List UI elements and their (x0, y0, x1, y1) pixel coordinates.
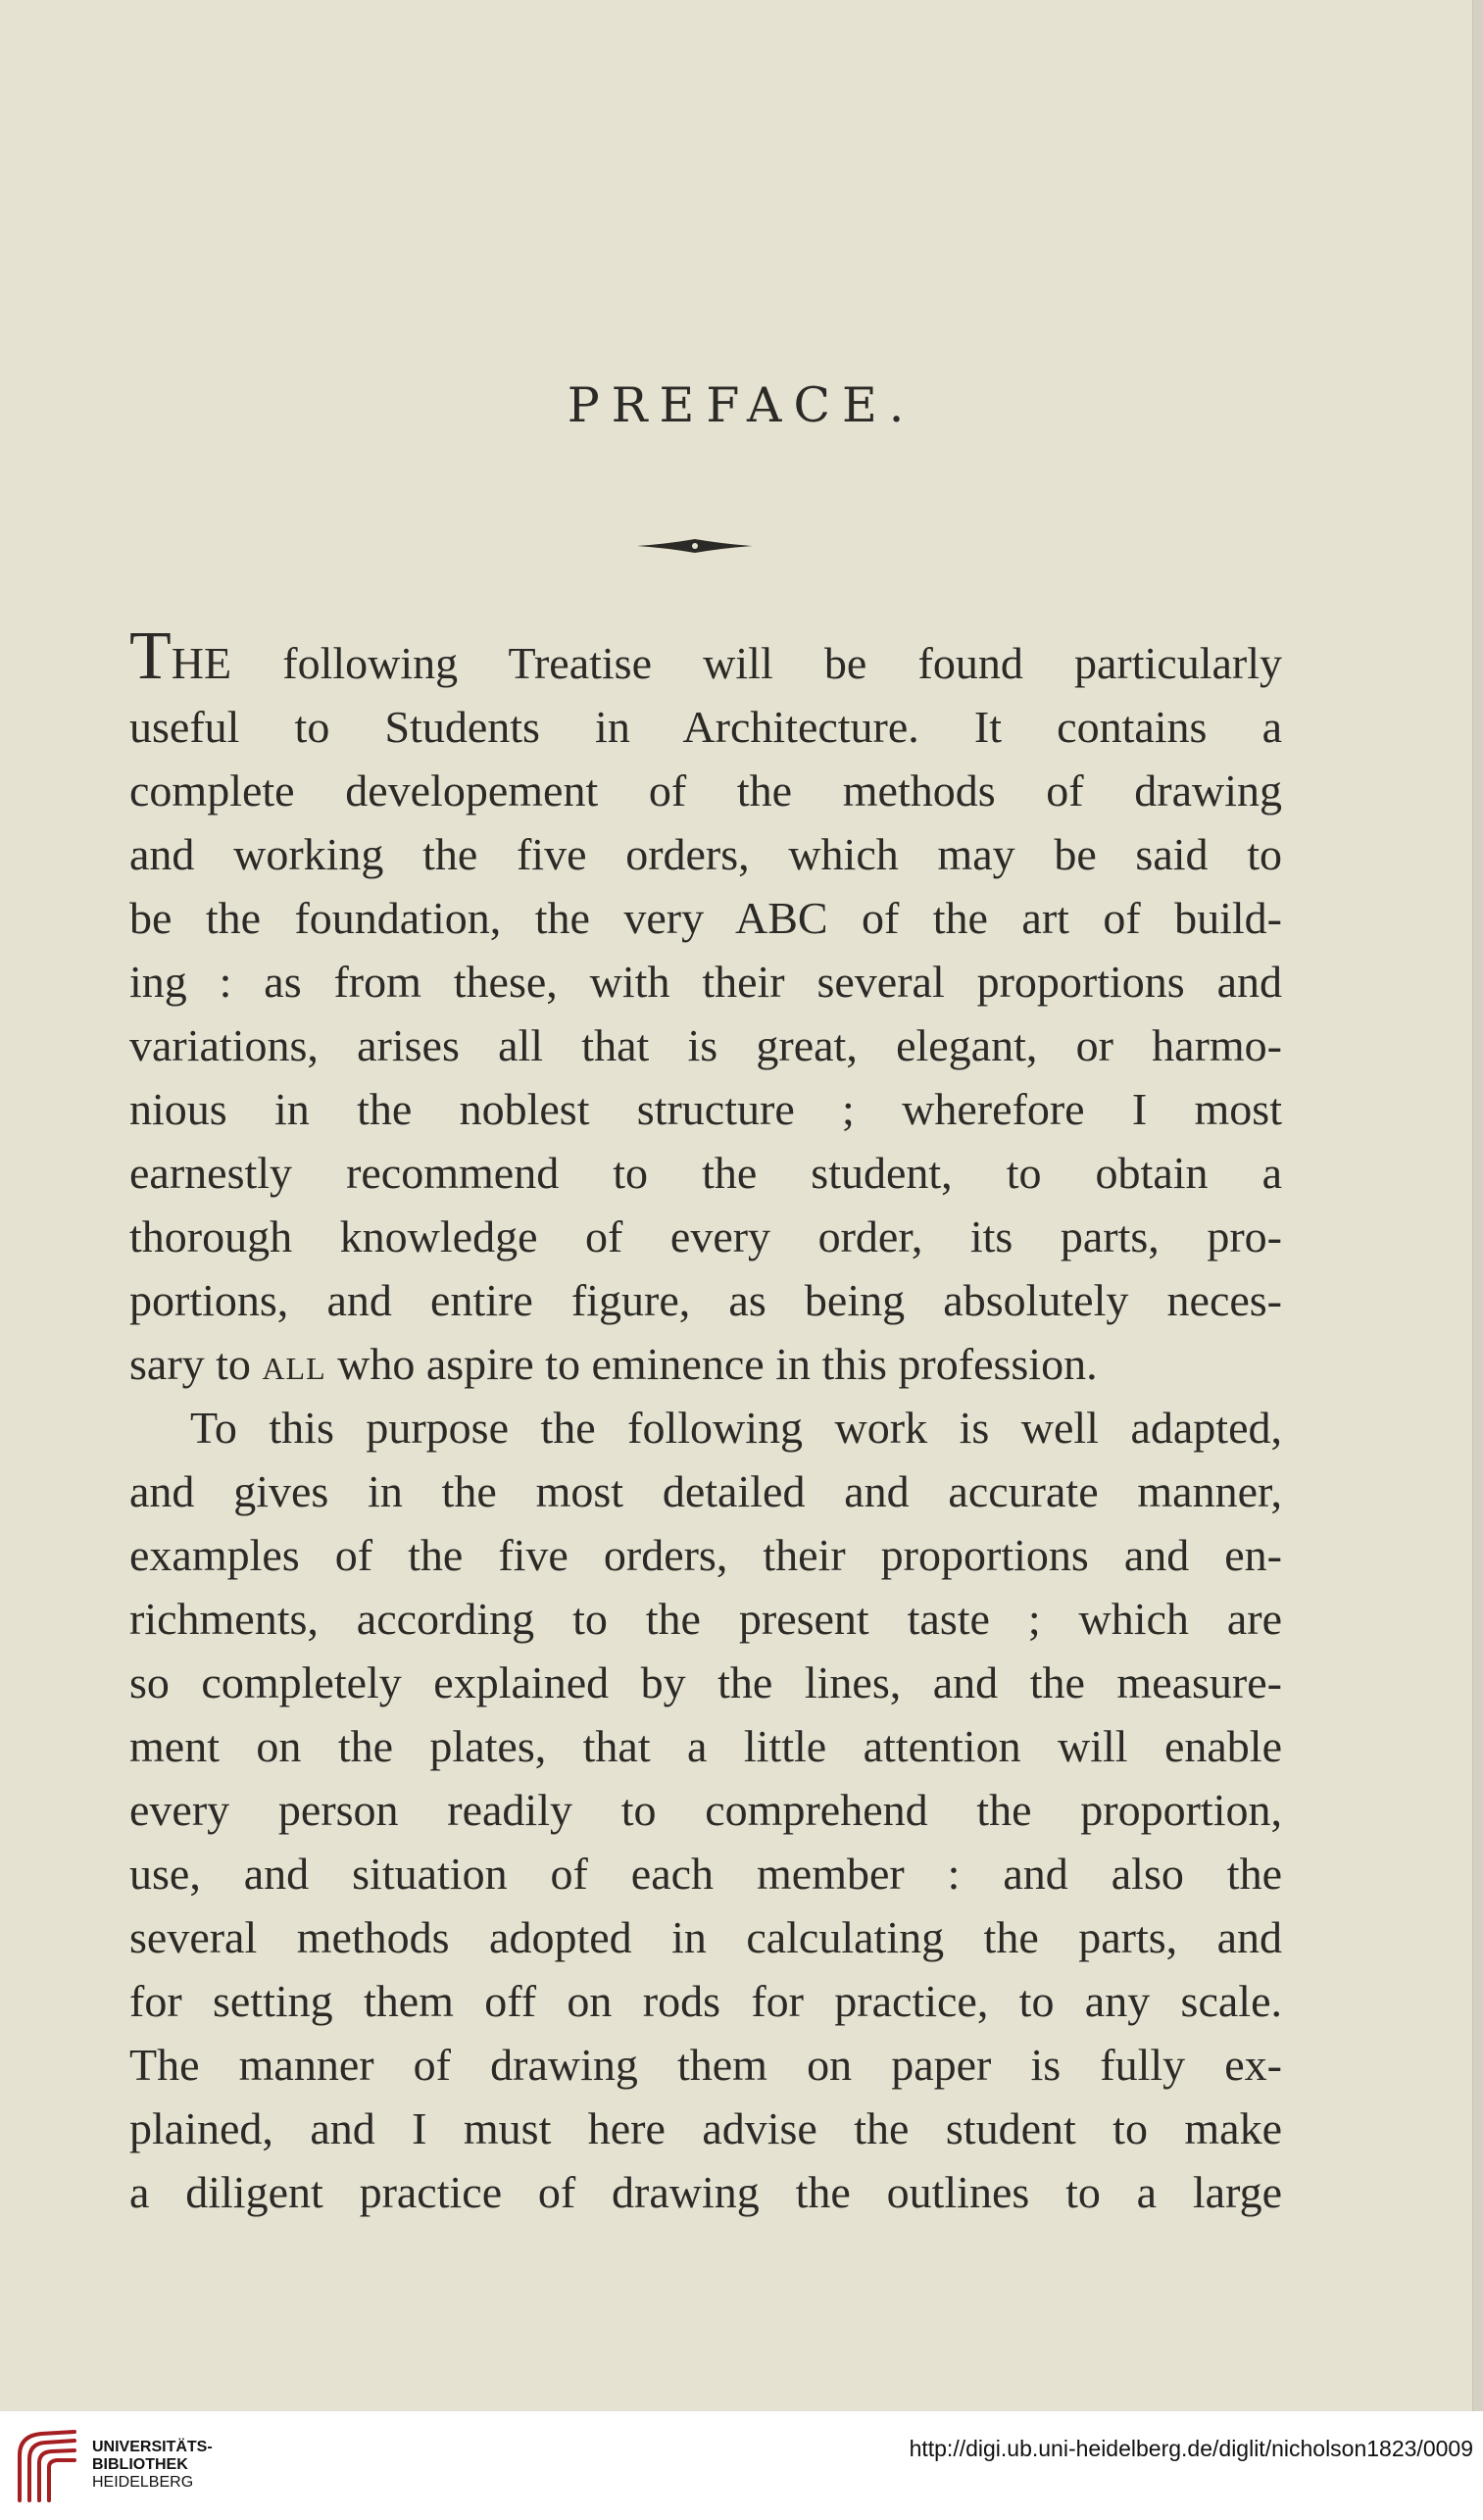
text-line: every person readily to comprehend the proportion, (129, 1785, 1282, 1835)
text-line: plained, and I must here advise the student to make (129, 2103, 1282, 2153)
text-line: variations, arises all that is great, elegant, or harmo- (129, 1020, 1282, 1070)
text-line: several methods adopted in calculating the parts, and (129, 1912, 1282, 1962)
text-line: nious in the noblest structure ; wherefore I most (129, 1084, 1282, 1134)
text-line: useful to Students in Architecture. It contains a (129, 702, 1282, 752)
text-line: THE following Treatise will be found particularly (129, 618, 1282, 694)
drop-cap: T (129, 618, 172, 694)
text-line: for setting them off on rods for practice, to any scale. (129, 1976, 1282, 2026)
text-line: complete developement of the methods of drawing (129, 766, 1282, 815)
text-line: a diligent practice of drawing the outlines to a large (129, 2167, 1282, 2217)
text-line: be the foundation, the very ABC of the art of build- (129, 893, 1282, 943)
text-line: richments, according to the present taste ; which are (129, 1594, 1282, 1644)
text-line: thorough knowledge of every order, its parts, pro- (129, 1211, 1282, 1261)
text-line: portions, and entire figure, as being absolutely neces- (129, 1275, 1282, 1325)
ornament-divider-icon (637, 535, 753, 557)
text-line: and working the five orders, which may be said to (129, 829, 1282, 879)
library-name: UNIVERSITÄTS- BIBLIOTHEK HEIDELBERG (92, 2439, 213, 2491)
small-caps-word: all (262, 1339, 326, 1389)
preface-text (129, 618, 1282, 2224)
text-line: so completely explained by the lines, and the measure- (129, 1657, 1282, 1707)
text-line: examples of the five orders, their proportions and en- (129, 1530, 1282, 1580)
text-line: and gives in the most detailed and accurate manner, (129, 1466, 1282, 1516)
text-line: ment on the plates, that a little attention will enable (129, 1721, 1282, 1771)
page-edge (1472, 0, 1483, 2411)
page-heading: PREFACE. (567, 377, 916, 433)
text-line: To this purpose the following work is well adapted, (190, 1403, 1282, 1453)
text-line: sary to all who aspire to eminence in this profession. (129, 1339, 1098, 1389)
text-line: The manner of drawing them on paper is fully ex- (129, 2040, 1282, 2090)
text-line: earnestly recommend to the student, to obtain a (129, 1148, 1282, 1198)
library-logo-icon (14, 2426, 82, 2506)
footer-bar (0, 2411, 1483, 2520)
text-line: ing : as from these, with their several proportions and (129, 957, 1282, 1007)
text-line: use, and situation of each member : and also the (129, 1849, 1282, 1899)
source-url-link[interactable]: http://digi.ub.uni-heidelberg.de/diglit/nicholson1823/0009 (909, 2436, 1473, 2461)
